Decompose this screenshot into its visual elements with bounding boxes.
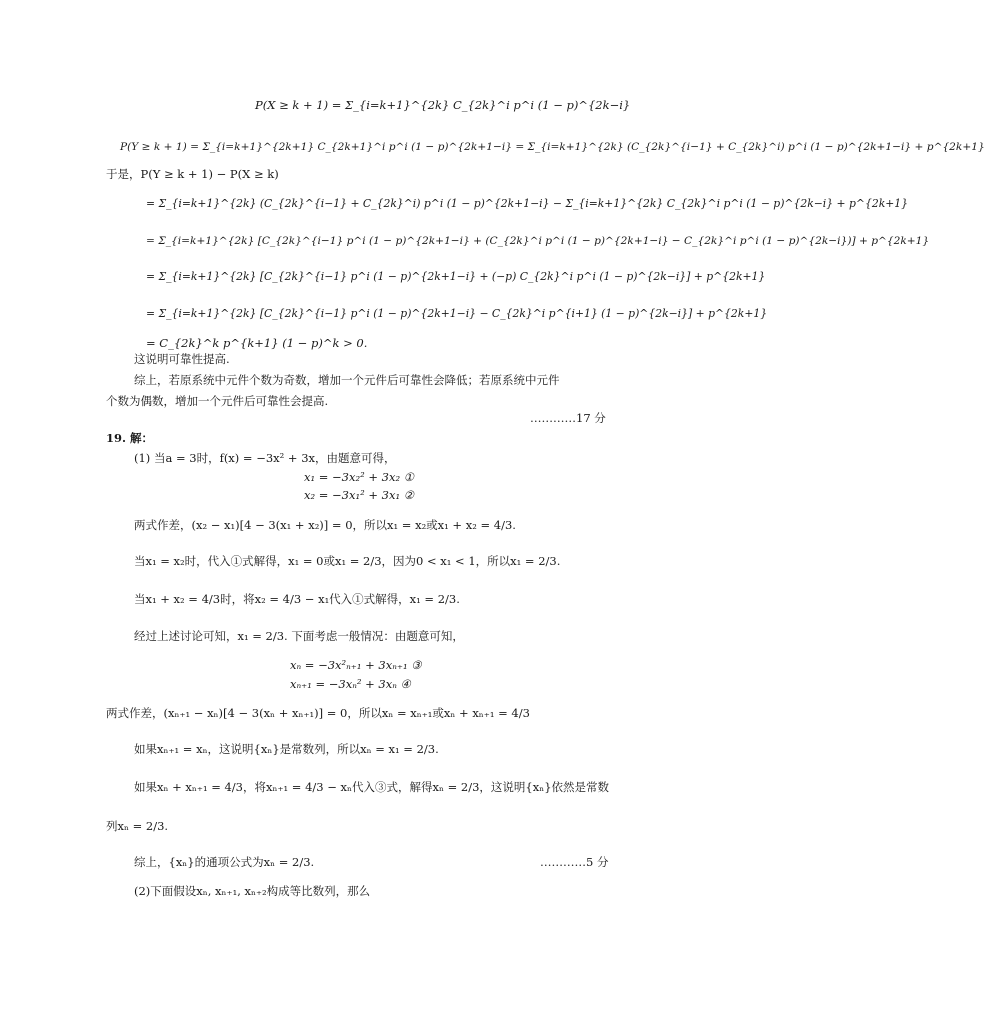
text-summary-1: 综上，若原系统中元件个数为奇数，增加一个元件后可靠性会降低；若原系统中元件	[134, 373, 560, 387]
equation-3: xₙ = −3x²ₙ₊₁ + 3xₙ₊₁ ③	[290, 658, 422, 672]
equation-1: x₁ = −3x₂² + 3x₂ ①	[304, 470, 415, 484]
text-case-sum: 当x₁ + x₂ = 4/3时，将x₂ = 4/3 − x₁代入①式解得，x₁ = 2/3.	[134, 592, 460, 606]
derivation-step-4: = Σ_{i=k+1}^{2k} [C_{2k}^{i−1} p^i (1 − p)^{2k+1−i} − C_{2k}^i p^{i+1} (1 − p)^{2k−i}] + p^{2k+1}	[146, 307, 768, 320]
formula-px: P(X ≥ k + 1) = Σ_{i=k+1}^{2k} C_{2k}^i p^i (1 − p)^{2k−i}	[255, 98, 631, 112]
derivation-step-2: = Σ_{i=k+1}^{2k} [C_{2k}^{i−1} p^i (1 − p)^{2k+1−i} + (C_{2k}^i p^i (1 − p)^{2k+1−i} − C_{2k}^i p^i (1 − p)^{2k−i})] + p^{2k+1}	[146, 235, 930, 247]
text-general-case: 经过上述讨论可知，x₁ = 2/3. 下面考虑一般情况：由题意可知，	[134, 629, 464, 643]
derivation-result: = C_{2k}^k p^{k+1} (1 − p)^k > 0.	[146, 336, 368, 350]
score-5: …………5 分	[540, 855, 609, 869]
text-summary-2: 个数为偶数，增加一个元件后可靠性会提高.	[106, 394, 329, 408]
derivation-step-3: = Σ_{i=k+1}^{2k} [C_{2k}^{i−1} p^i (1 − p)^{2k+1−i} + (−p) C_{2k}^i p^i (1 − p)^{2k−i}] + p^{2k+1}	[146, 270, 766, 283]
text-general-formula: 综上，{xₙ}的通项公式为xₙ = 2/3.	[134, 855, 315, 869]
equation-4: xₙ₊₁ = −3xₙ² + 3xₙ ④	[290, 677, 411, 691]
part-1-intro: (1) 当a = 3时，f(x) = −3x² + 3x，由题意可得，	[134, 451, 396, 465]
derivation-step-1: = Σ_{i=k+1}^{2k} (C_{2k}^{i−1} + C_{2k}^i) p^i (1 − p)^{2k+1−i} − Σ_{i=k+1}^{2k} C_{2k}^i p^i (1 − p)^{2k−i} + p^{2k+1}	[146, 197, 909, 210]
text-if-sum: 如果xₙ + xₙ₊₁ = 4/3，将xₙ₊₁ = 4/3 − xₙ代入③式，解得xₙ = 2/3，这说明{xₙ}依然是常数	[134, 780, 610, 794]
text-if-equal: 如果xₙ₊₁ = xₙ，这说明{xₙ}是常数列，所以xₙ = x₁ = 2/3.	[134, 742, 439, 756]
text-therefore: 于是，P(Y ≥ k + 1) − P(X ≥ k)	[106, 167, 279, 181]
score-17: …………17 分	[530, 411, 606, 425]
problem-19-heading: 19. 解：	[106, 431, 154, 445]
text-constant-sequence: 列xₙ = 2/3.	[106, 819, 169, 833]
text-conclusion-reliability: 这说明可靠性提高.	[134, 352, 230, 366]
part-2-intro: (2)下面假设xₙ, xₙ₊₁, xₙ₊₂构成等比数列，那么	[134, 884, 371, 898]
text-case-equal: 当x₁ = x₂时，代入①式解得，x₁ = 0或x₁ = 2/3，因为0 < x₁ < 1，所以x₁ = 2/3.	[134, 554, 561, 568]
formula-py: P(Y ≥ k + 1) = Σ_{i=k+1}^{2k+1} C_{2k+1}^i p^i (1 − p)^{2k+1−i} = Σ_{i=k+1}^{2k} (C_{2k}^{i−1} + C_{2k}^i) p^i (1 − p)^{2k+1−i} + p^{2k+1}	[120, 141, 985, 153]
equation-2: x₂ = −3x₁² + 3x₁ ②	[304, 488, 415, 502]
text-difference-2: 两式作差，(xₙ₊₁ − xₙ)[4 − 3(xₙ + xₙ₊₁)] = 0，所以xₙ = xₙ₊₁或xₙ + xₙ₊₁ = 4/3	[106, 706, 530, 720]
text-difference-1: 两式作差，(x₂ − x₁)[4 − 3(x₁ + x₂)] = 0，所以x₁ = x₂或x₁ + x₂ = 4/3.	[134, 518, 516, 532]
